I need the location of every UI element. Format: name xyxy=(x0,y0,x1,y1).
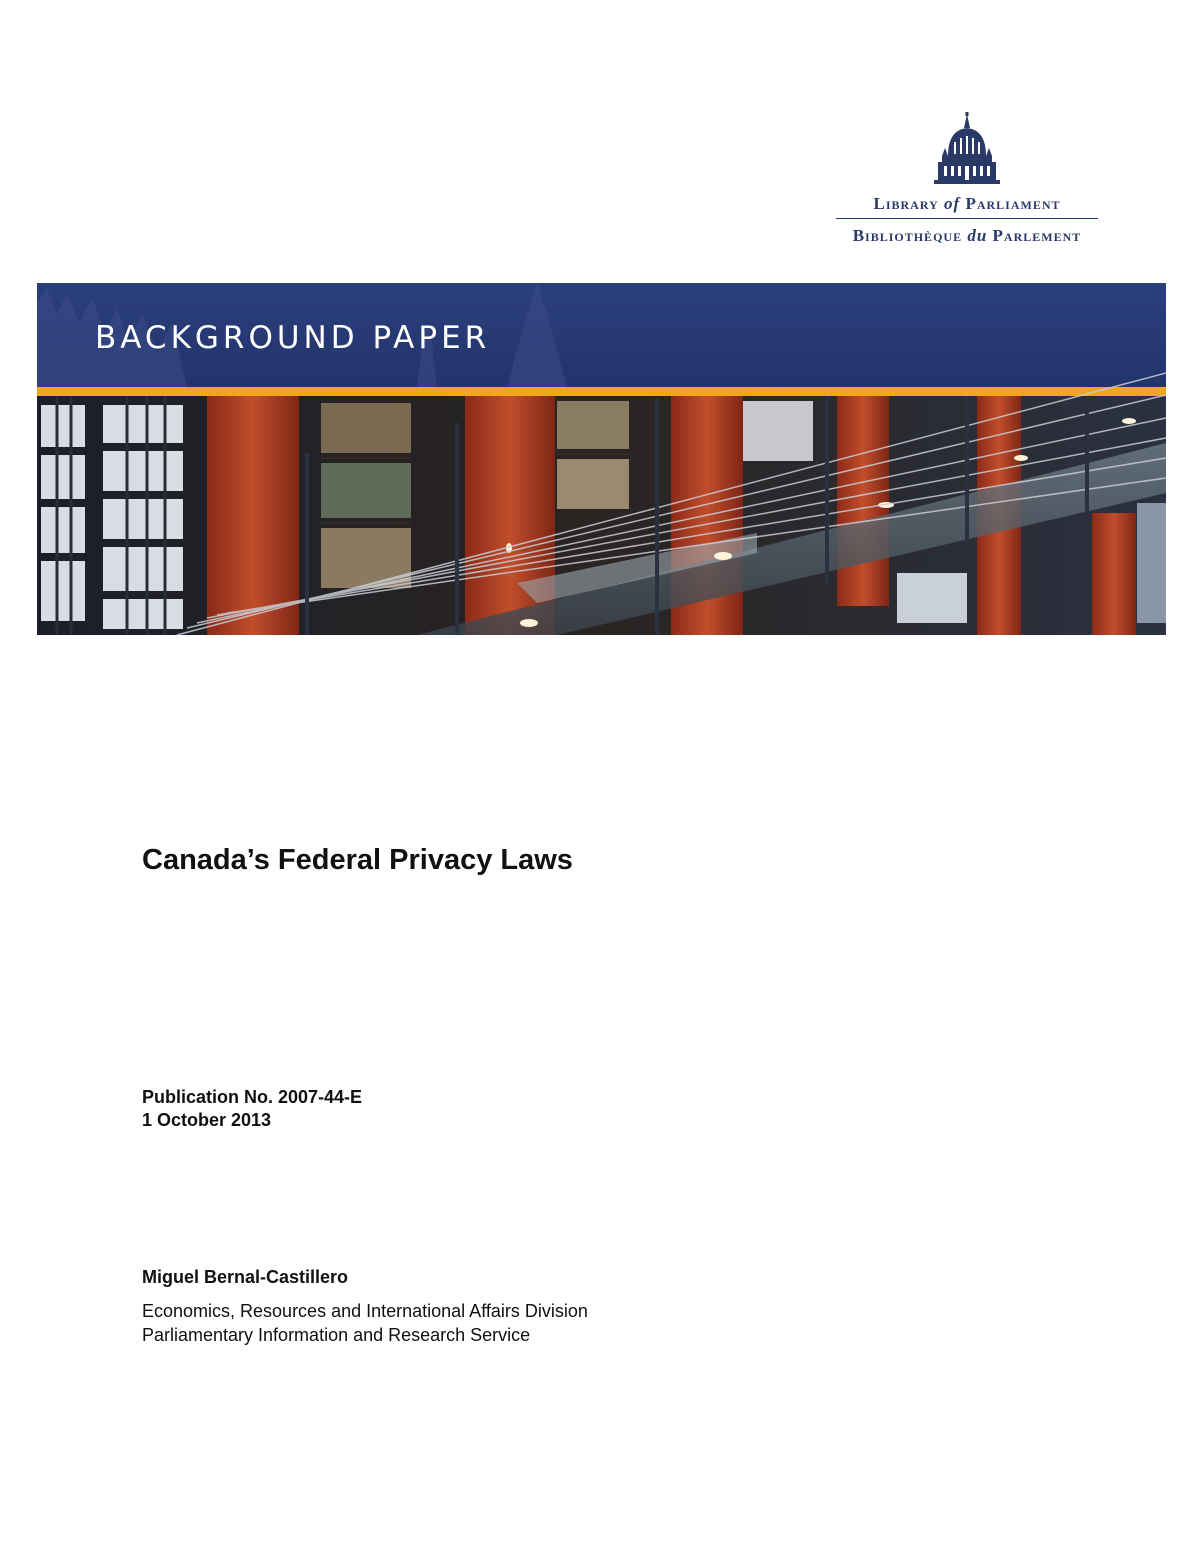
document-title: Canada’s Federal Privacy Laws xyxy=(142,844,573,876)
logo-divider xyxy=(836,218,1098,219)
library-dome-icon xyxy=(934,112,1000,184)
author-service: Parliamentary Information and Research Service xyxy=(142,1325,531,1345)
library-name-english: Library of Parliament xyxy=(873,194,1061,213)
publication-number: Publication No. 2007-44-E xyxy=(142,1087,363,1107)
library-name-french: Bibliothèque du Parlement xyxy=(852,226,1082,245)
author-division: Economics, Resources and International Affairs Division xyxy=(142,1301,588,1321)
background-paper-banner xyxy=(37,283,1166,635)
author-name: Miguel Bernal-Castillero xyxy=(142,1267,349,1287)
publication-date: 1 October 2013 xyxy=(142,1110,272,1130)
banner-title: BACKGROUND PAPER xyxy=(95,320,491,356)
